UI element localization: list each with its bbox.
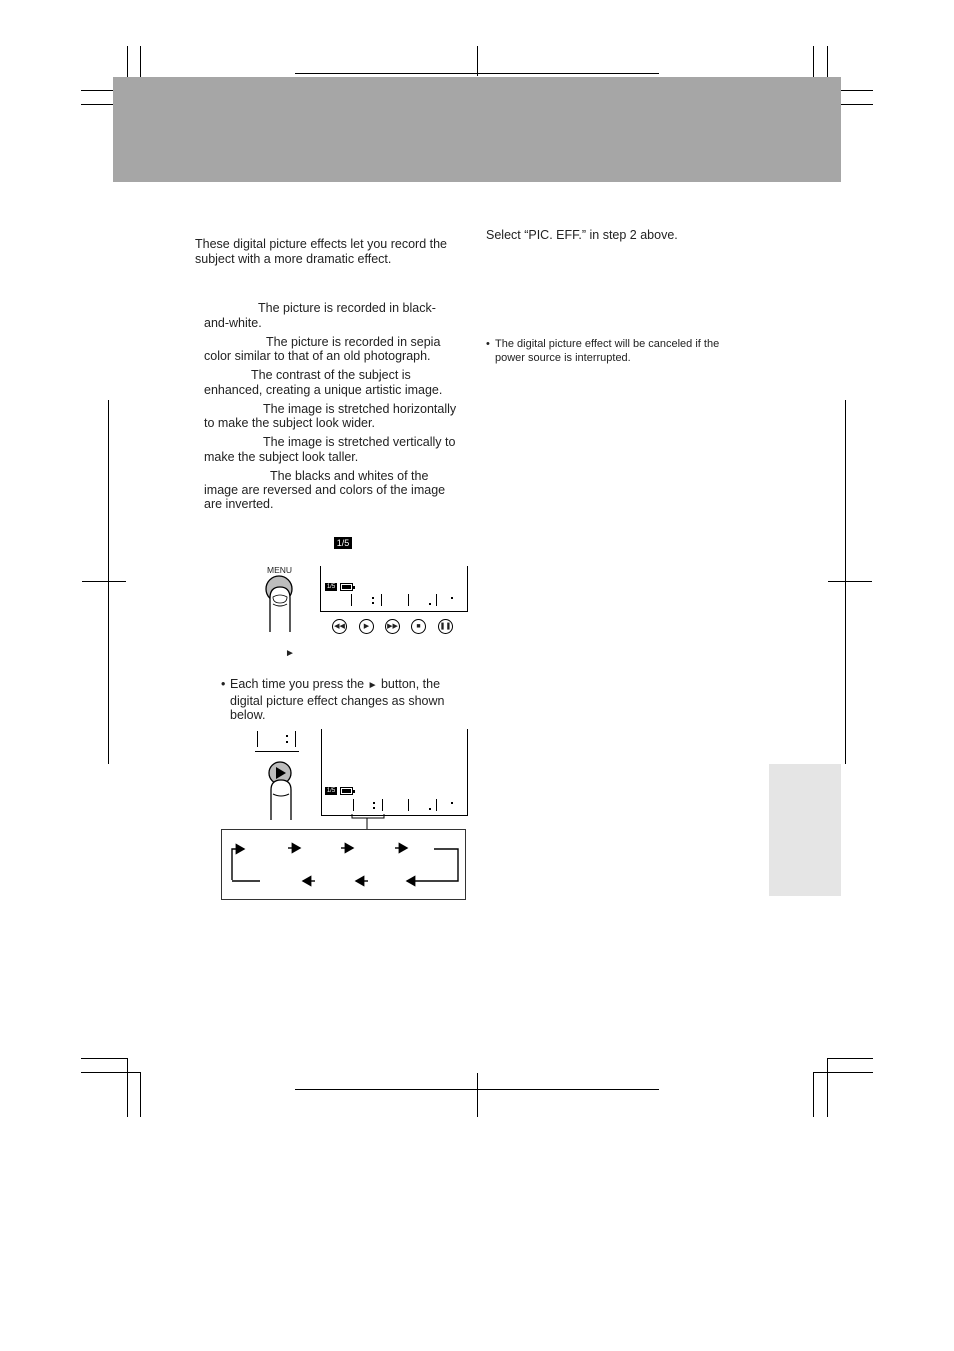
step2-note: • Each time you press the ► button, the digital picture effect changes as shown below. (221, 677, 445, 722)
pause-button[interactable] (438, 619, 453, 634)
pause-icon: ❚❚ (439, 623, 452, 630)
side-tab (769, 764, 841, 896)
intro-text: These digital picture effects let you record the subject with a more dramatic effect. (195, 237, 447, 266)
effect-cycle-arrows (222, 830, 465, 899)
effect-2-line2: color similar to that of an old photograph. (204, 349, 431, 363)
fast-forward-button[interactable] (385, 619, 400, 634)
effect-5-line2: make the subject look taller. (204, 450, 359, 464)
lcd-display-1 (320, 566, 468, 612)
effect-5-line1: The image is stretched vertically to (263, 435, 456, 449)
speed-icon: 1/5 (326, 584, 336, 590)
speed-icon: 1/5 (326, 788, 336, 794)
stop-button[interactable] (411, 619, 426, 634)
effect-cycle-box (221, 829, 466, 900)
play-button-press-illustration (261, 760, 301, 822)
effect-6-line3: are inverted. (204, 497, 274, 511)
header-band (113, 77, 841, 182)
select-pic-eff-text: Select “PIC. EFF.” in step 2 above. (486, 228, 678, 242)
effect-6-line2: image are reversed and colors of the image (204, 483, 446, 497)
fast-forward-icon: ▶▶ (387, 623, 398, 630)
speed-icon: 1/5 (334, 537, 352, 549)
battery-icon (340, 583, 353, 591)
stop-icon: ■ (416, 623, 421, 630)
effect-3-line1: The contrast of the subject is (251, 368, 411, 382)
effect-1-line1: The picture is recorded in black- (258, 301, 436, 315)
effect-4-line2: to make the subject look wider. (204, 416, 375, 430)
cancel-note: • The digital picture effect will be canceled if the power source is interrupted. (486, 338, 720, 364)
effect-4-line1: The image is stretched horizontally (263, 402, 457, 416)
play-button[interactable] (359, 619, 374, 634)
menu-button-press-illustration (260, 574, 300, 636)
play-icon: ▶ (363, 623, 370, 630)
effect-6-line1: The blacks and whites of the (270, 469, 429, 483)
rewind-icon: ◀◀ (334, 623, 345, 630)
step2-play-arrow: ► (285, 648, 295, 659)
small-display-inset (255, 729, 299, 752)
effect-2-line1: The picture is recorded in sepia (266, 335, 441, 349)
effect-1-line2: and-white. (204, 316, 262, 330)
effect-3-line2: enhanced, creating a unique artistic image. (204, 383, 443, 397)
menu-button-label: MENU (267, 565, 293, 575)
rewind-button[interactable] (332, 619, 347, 634)
lcd-display-2 (321, 729, 468, 816)
battery-icon (340, 787, 353, 795)
